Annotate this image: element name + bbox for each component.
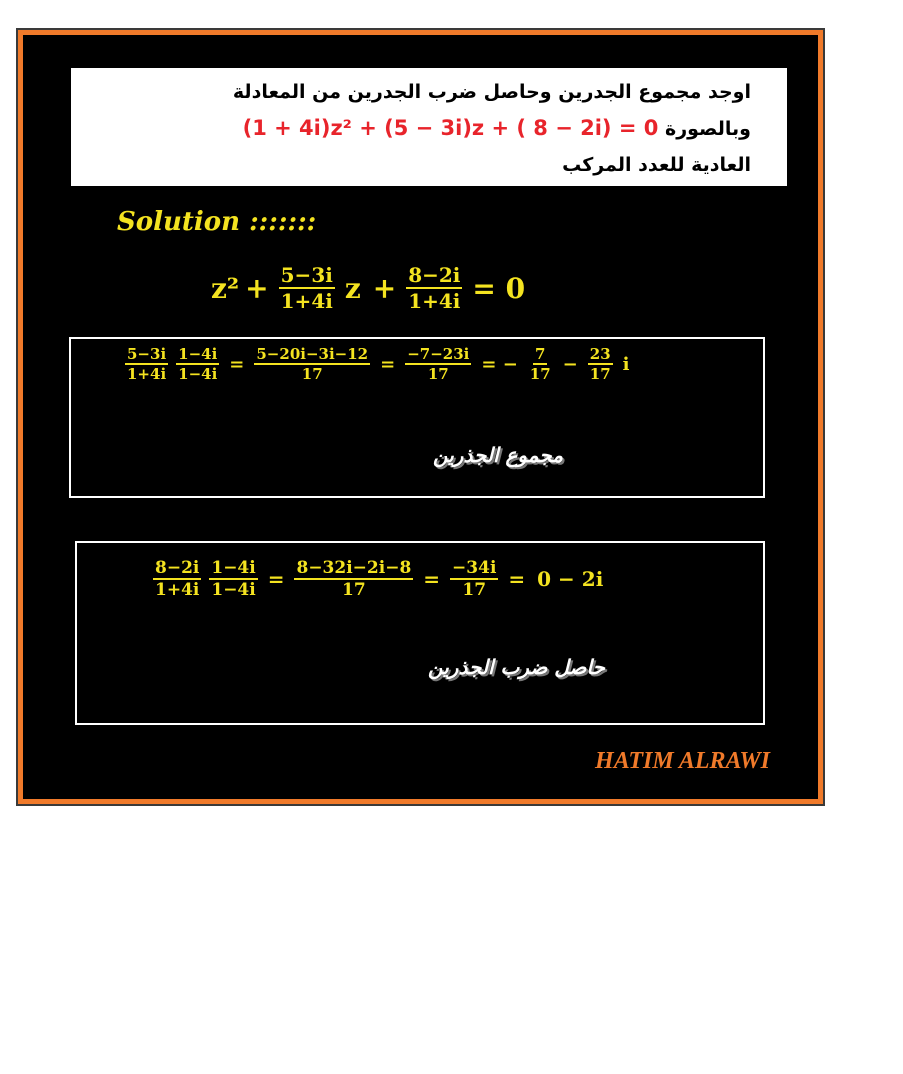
denominator: 1−4i [211,580,256,601]
question-box [71,68,787,186]
numerator: 5−20i−3i−12 [256,345,369,363]
numerator: −34i [450,558,498,580]
question-line-1: اوجد مجموع الجدرين وحاصل ضرب الجدرين من المعادلة [232,81,751,103]
equals-sign: = [267,567,285,592]
question-equation: (1 + 4i)z² + (5 − 3i)z + ( 8 − 2i) = 0 [242,116,659,140]
numerator: 1−4i [209,558,257,580]
numerator: 7 [535,345,546,363]
sum-of-roots-equation [121,345,635,383]
numerator: 8−2i [408,263,461,287]
denominator: 1−4i [178,365,218,383]
denominator: 1+4i [155,580,200,601]
question-line-3: العادية للعدد المركب [562,154,751,176]
sum-of-roots-label: مجموع الجذرين [433,443,563,467]
fraction [254,345,370,383]
solution-heading: Solution ::::::: [117,207,317,237]
denominator: 17 [589,365,611,383]
fraction [209,558,257,601]
numerator: 1−4i [178,345,218,363]
question-line-2-suffix: وبالصورة [664,118,751,140]
denominator: 17 [462,580,487,601]
denominator: 17 [427,365,449,383]
fraction [279,263,335,313]
equals-sign: = [229,353,245,375]
equals-sign: = [423,567,441,592]
plus-sign: + [245,271,269,305]
main-equation [211,263,531,313]
fraction [176,345,219,383]
fraction [528,345,553,383]
denominator: 1+4i [127,365,167,383]
fraction [405,345,471,383]
plus-sign: + [372,271,397,305]
numerator: −7−23i [407,345,470,363]
denominator: 1+4i [408,289,461,313]
author-signature: HATIM ALRAWI [595,748,770,774]
fraction [588,345,613,383]
product-of-roots-equation [149,558,609,601]
fraction [450,558,498,601]
numerator: 5−3i [280,263,333,287]
minus-sign: − [562,353,578,375]
fraction [153,558,201,601]
product-result: 0 − 2i [537,567,604,592]
product-of-roots-label: حاصل ضرب الجذرين [428,655,605,679]
equals-zero: = 0 [472,271,526,305]
denominator: 1+4i [280,289,333,313]
denominator: 17 [529,365,551,383]
equals-sign: = [508,567,526,592]
question-line-2 [91,110,751,147]
equals-sign: = [380,353,396,375]
fraction [406,263,462,313]
z-term: z [344,271,361,305]
equals-minus-sign: = − [481,353,518,375]
fraction [294,558,413,601]
fraction [125,345,168,383]
numerator: 5−3i [127,345,167,363]
numerator: 23 [589,345,611,363]
z-squared-term: z² [211,271,240,305]
numerator: 8−32i−2i−8 [294,558,413,580]
worksheet-board [18,30,823,804]
denominator: 17 [301,365,323,383]
imaginary-unit: i [622,353,630,375]
numerator: 8−2i [153,558,201,580]
denominator: 17 [342,580,366,601]
